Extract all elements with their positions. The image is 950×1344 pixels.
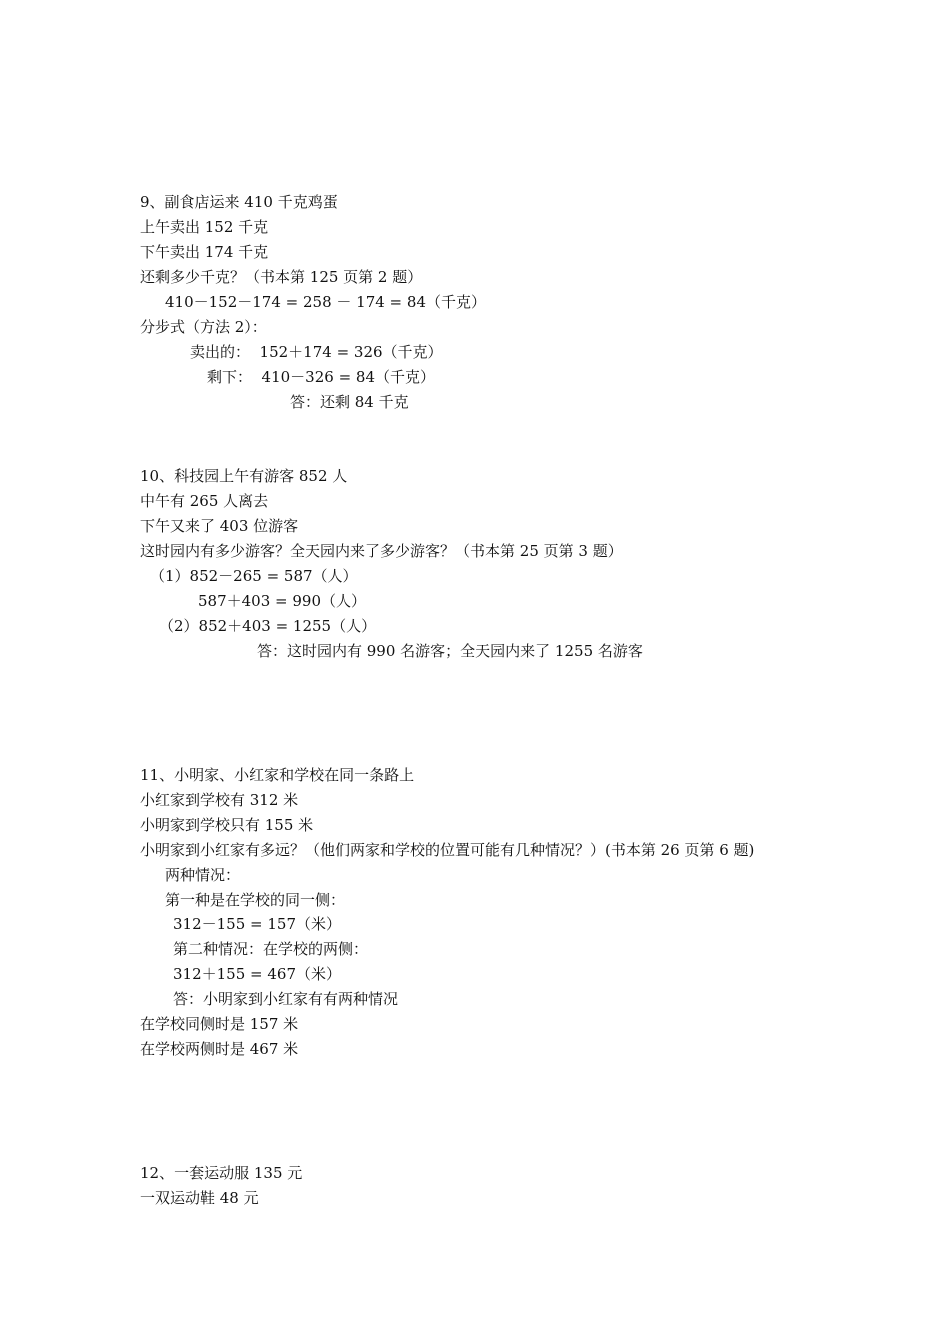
problem-10-step: 587＋403 = 990（人）: [198, 592, 366, 610]
problem-12-title: 12、一套运动服 135 元: [140, 1164, 303, 1182]
problem-9-method-label: 分步式（方法 2）：: [140, 318, 267, 336]
problem-11-answer-line: 在学校同侧时是 157 米: [140, 1015, 299, 1033]
problem-10-step: （2）852＋403 = 1255（人）: [159, 617, 377, 635]
problem-9-step: 卖出的： 152＋174 = 326（千克）: [190, 343, 443, 361]
problem-10-line: 下午又来了 403 位游客: [140, 517, 299, 535]
problem-10-question: 这时园内有多少游客？全天园内来了多少游客？（书本第 25 页第 3 题）: [140, 542, 623, 560]
problem-12-line: 一双运动鞋 48 元: [140, 1189, 259, 1207]
problem-9-equation: 410－152－174 = 258 － 174 = 84（千克）: [165, 293, 486, 311]
problem-9-line: 上午卖出 152 千克: [140, 218, 269, 236]
problem-11-step: 312＋155 = 467（米）: [173, 965, 341, 983]
problem-11-answer-line: 在学校两侧时是 467 米: [140, 1040, 299, 1058]
problem-11-line: 小红家到学校有 312 米: [140, 791, 299, 809]
problem-9-title: 9、副食店运来 410 千克鸡蛋: [140, 193, 338, 211]
problem-11-cases-label: 两种情况：: [165, 866, 241, 884]
problem-10-line: 中午有 265 人离去: [140, 492, 269, 510]
problem-11-step: 312－155 = 157（米）: [173, 915, 341, 933]
problem-9-line: 下午卖出 174 千克: [140, 243, 269, 261]
problem-10-answer: 答：这时园内有 990 名游客；全天园内来了 1255 名游客: [257, 642, 643, 660]
problem-11-case-1: 第一种是在学校的同一侧：: [165, 891, 346, 909]
problem-11-title: 11、小明家、小红家和学校在同一条路上: [140, 766, 415, 784]
problem-11-question: 小明家到小红家有多远？（他们两家和学校的位置可能有几种情况？）(书本第 26 页第 6 题): [140, 841, 755, 859]
problem-10-title: 10、科技园上午有游客 852 人: [140, 467, 348, 485]
problem-10-step: （1）852－265 = 587（人）: [150, 567, 358, 585]
problem-11-answer: 答：小明家到小红家有有两种情况: [173, 990, 399, 1008]
problem-9-answer: 答：还剩 84 千克: [290, 393, 409, 411]
problem-9-step: 剩下： 410－326 = 84（千克）: [207, 368, 435, 386]
problem-11-line: 小明家到学校只有 155 米: [140, 816, 314, 834]
problem-9-question: 还剩多少千克？（书本第 125 页第 2 题）: [140, 268, 423, 286]
problem-11-case-2: 第二种情况：在学校的两侧：: [173, 940, 369, 958]
